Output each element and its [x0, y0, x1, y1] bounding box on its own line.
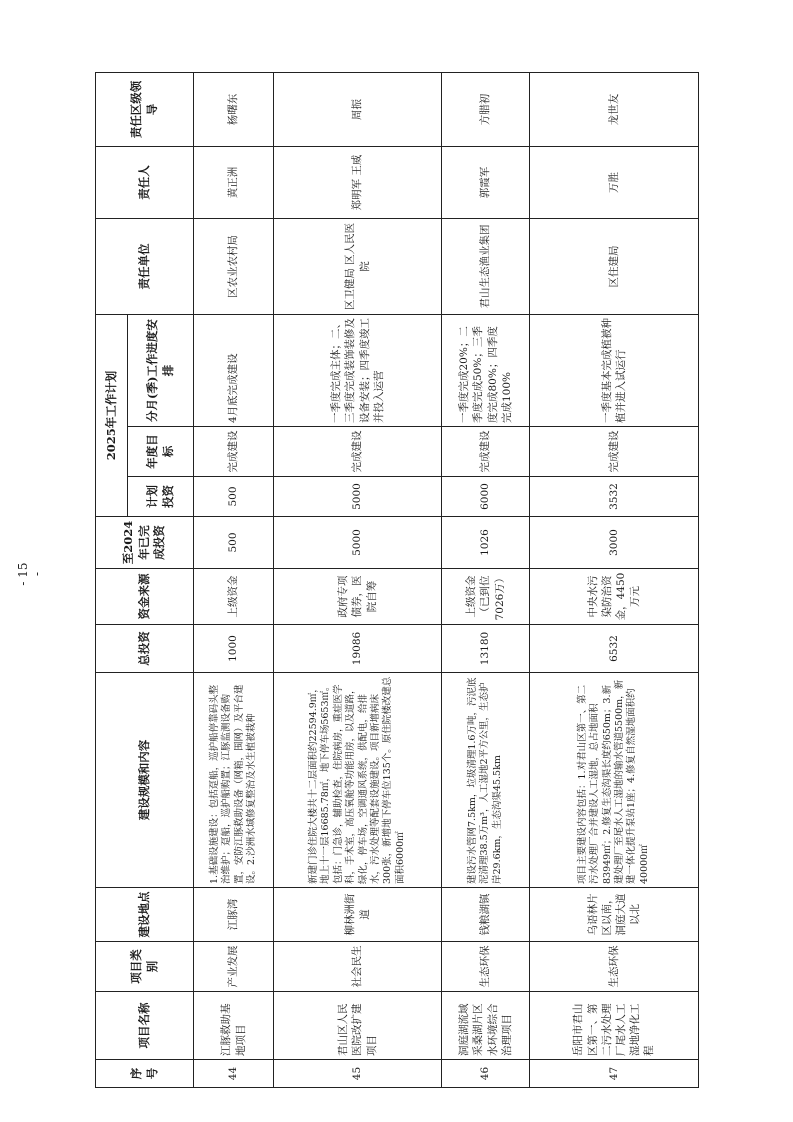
cell-done2024: 500 — [194, 516, 274, 568]
header-leader: 责任区级领导 — [96, 72, 194, 146]
cell-unit: 区卫健局 区人民医院 — [274, 218, 442, 314]
cell-quarter-progress: 一季度完成20%；二季度完成50%；三季度完成80%；四季度完成100% — [442, 314, 530, 426]
header-total: 总投资 — [96, 624, 194, 672]
cell-seq: 46 — [442, 1059, 530, 1087]
header-person: 责任人 — [96, 146, 194, 218]
cell-category: 产业发展 — [194, 941, 274, 991]
cell-name: 洞庭湖流域采桑湖片区水环境综合治理项目 — [442, 991, 530, 1059]
cell-unit: 区住建局 — [530, 218, 699, 314]
cell-total: 13180 — [442, 624, 530, 672]
header-source: 资金来源 — [96, 568, 194, 624]
cell-person: 万胜 — [530, 146, 699, 218]
cell-source: 政府专项债券，医院自筹 — [274, 568, 442, 624]
cell-location: 江豚湾 — [194, 887, 274, 941]
cell-total: 1000 — [194, 624, 274, 672]
page-number: - 15 - — [16, 562, 44, 586]
table-row — [274, 72, 442, 1087]
cell-name: 江豚救助基地项目 — [194, 991, 274, 1059]
cell-quarter-progress: 4月底完成建设 — [194, 314, 274, 426]
cell-total: 6532 — [530, 624, 699, 672]
cell-annual-target: 完成建设 — [194, 426, 274, 476]
cell-scope: 1.基础设施建设：包括趸船，巡护船停靠码头整治维护；趸船，巡护船购置；江豚监测设备购置，安防江豚救助设备（网箱，围网）及平台建设。2.沙洲水域修复整治及水生植被栽种 — [194, 672, 274, 887]
cell-annual-target: 完成建设 — [274, 426, 442, 476]
cell-unit: 区农业农村局 — [194, 218, 274, 314]
cell-leader: 周振 — [274, 72, 442, 146]
cell-done2024: 1026 — [442, 516, 530, 568]
cell-plan-invest: 500 — [194, 476, 274, 516]
header-plan-invest: 计划投资 — [128, 476, 194, 516]
cell-seq: 45 — [274, 1059, 442, 1087]
cell-category: 生态环保 — [442, 941, 530, 991]
cell-source: 上级资金（已到位7026万） — [442, 568, 530, 624]
header-done2024: 至2024年已完成投资 — [96, 516, 194, 568]
cell-category: 生态环保 — [530, 941, 699, 991]
cell-unit: 君山生态渔业集团 — [442, 218, 530, 314]
cell-category: 社会民生 — [274, 941, 442, 991]
cell-annual-target: 完成建设 — [442, 426, 530, 476]
cell-total: 19086 — [274, 624, 442, 672]
header-scope: 建设规模和内容 — [96, 672, 194, 887]
cell-quarter-progress: 一季度完成主体；二、三季度完成装饰装修及设备安装；四季度竣工并投入运营 — [274, 314, 442, 426]
cell-scope: 项目主要建设内容包括：1.对君山区第一、第二污水处理厂合并建设人工湿地，总占地面积83949㎡；2.修复生态沟渠长度约650m；3.新建处理厂至尾水人工湿地的输水管道5500m，新建一体化提升泵站1座；4.修复自然湿地面积约40000㎡ — [530, 672, 699, 887]
header-category: 项目类别 — [96, 941, 194, 991]
cell-leader: 方腊初 — [442, 72, 530, 146]
table-row — [442, 72, 530, 1087]
header-unit: 责任单位 — [96, 218, 194, 314]
cell-location: 钱粮湖镇 — [442, 887, 530, 941]
cell-done2024: 5000 — [274, 516, 442, 568]
cell-leader: 龙世友 — [530, 72, 699, 146]
project-plan-table — [95, 72, 699, 1088]
table-row — [194, 72, 274, 1087]
cell-location: 柳林洲街道 — [274, 887, 442, 941]
cell-plan-invest: 3532 — [530, 476, 699, 516]
cell-scope: 建设污水管网7.5km，垃圾清理1.6万吨，污泥底泥清理38.5万m³，人工湿地2平方公里，生态护岸29.6km，生态沟渠45.5km — [442, 672, 530, 887]
cell-source: 中央水污染防治资金，4450万元 — [530, 568, 699, 624]
header-name: 项目名称 — [96, 991, 194, 1059]
cell-plan-invest: 5000 — [274, 476, 442, 516]
cell-seq: 44 — [194, 1059, 274, 1087]
cell-leader: 杨曙东 — [194, 72, 274, 146]
cell-scope: 新建门诊住院大楼共十二层面积约22594.9㎡，地上十一层16685.78㎡，地下停车场5653㎡。包括：门急诊，辅助检查，住院病房，重症医学科，手术室，高压氧舱等功能用房，以及道路，绿化，停车场，空调通风系统，供配电，给排水，污水处理等配套设施建设。项目新增病床300张，新增地下停车位135个。原住院楼改建总面积6000㎡ — [274, 672, 442, 887]
header-annual-target: 年度目标 — [128, 426, 194, 476]
cell-done2024: 3000 — [530, 516, 699, 568]
header-seq: 序号 — [96, 1059, 194, 1087]
cell-person: 郑明军 王威 — [274, 146, 442, 218]
header-plan2025-group: 2025年工作计划 — [96, 314, 128, 516]
cell-quarter-progress: 一季度基本完成植被种植并进入试运行 — [530, 314, 699, 426]
cell-source: 上级资金 — [194, 568, 274, 624]
cell-name: 君山区人民医院改扩建项目 — [274, 991, 442, 1059]
rotated-table-container — [95, 73, 698, 1088]
cell-annual-target: 完成建设 — [530, 426, 699, 476]
cell-name: 岳阳市君山区第一、第二污水处理厂尾水人工湿地净化工程 — [530, 991, 699, 1059]
cell-location: 乌语林片区以南，洞庭大道以北 — [530, 887, 699, 941]
cell-plan-invest: 6000 — [442, 476, 530, 516]
cell-person: 郭霞军 — [442, 146, 530, 218]
header-quarter-progress: 分月(季)工作进度安排 — [128, 314, 194, 426]
cell-seq: 47 — [530, 1059, 699, 1087]
header-location: 建设地点 — [96, 887, 194, 941]
table-row — [530, 72, 699, 1087]
cell-person: 黄正洲 — [194, 146, 274, 218]
